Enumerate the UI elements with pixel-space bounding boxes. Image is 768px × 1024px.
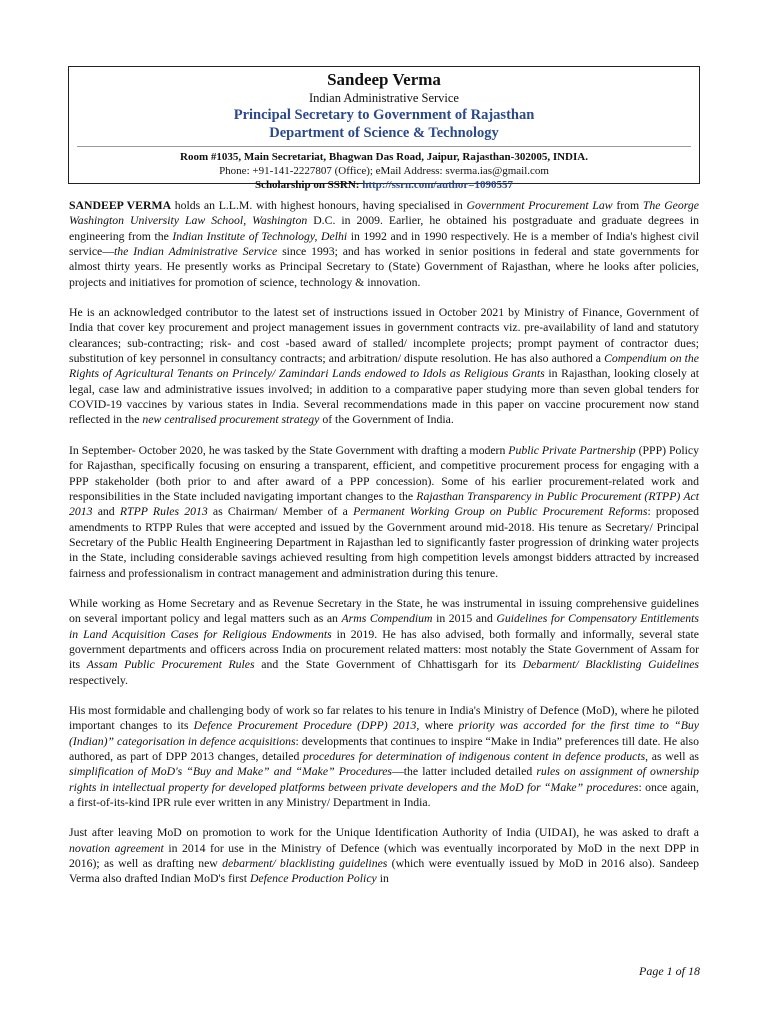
paragraph-uidai bbox=[69, 825, 699, 886]
address-line: Room #1035, Main Secretariat, Bhagwan Das Road, Jaipur, Rajasthan-302005, INDIA. bbox=[180, 151, 588, 163]
page-number: Page 1 of 18 bbox=[639, 964, 700, 978]
text-run: Rajasthan Transparency in Public Procurement (RTPP) Act 2013 bbox=[69, 489, 699, 519]
text-run: Government Procurement Law bbox=[466, 199, 613, 212]
text-run: Indian Institute of Technology, Delhi bbox=[172, 229, 348, 243]
text-run: In September- October 2020, he was tasked by the State Government with drafting a modern bbox=[69, 443, 509, 457]
text-run: (PPP) Policy for Rajasthan, specifically focusing on ensuring a transparent, efficient, and competitive procurement process for engaging with a PPP stakeholder (both prior to and after award of a PPP concession). Some of his earlier procurement-related work and responsibilities in the State included navigating important changes to the bbox=[69, 443, 700, 503]
text-run: priority was accorded for the first time to “Buy (Indian)” categorisation in defence acquisitions bbox=[69, 719, 699, 748]
header-divider bbox=[77, 146, 691, 147]
text-run: in 1992 and in 1990 respectively. He is a member of India's highest civil service— bbox=[69, 229, 699, 259]
text-run: Just after leaving MoD on promotion to work for the Unique Identification Authority of India (UIDAI), he was asked to draft a bbox=[69, 826, 699, 840]
text-run: Arms Compendium bbox=[341, 612, 433, 626]
text-run: —the latter included detailed bbox=[392, 765, 537, 779]
department-title: Department of Science & Technology bbox=[269, 125, 499, 141]
paragraph-education bbox=[69, 198, 699, 290]
text-run: D.C. in 2009. Earlier, he obtained his postgraduate and graduate degrees in engineering from the bbox=[69, 214, 700, 243]
text-run: Compendium on the Rights of Agricultural Tenants on Princely/ Zamindari Lands endowed to Idols as Religious Grants bbox=[69, 352, 699, 381]
text-run: : developments that continues to inspire “Make in India” preferences till date. He also authored, as part of DPP 2013 changes, detailed bbox=[69, 734, 700, 763]
author-name: Sandeep Verma bbox=[327, 70, 441, 89]
text-run: rules on assignment of ownership rights in intellectual property for developed platforms between private developers and the MoD for “Make” procedures bbox=[69, 765, 700, 794]
paragraph-procurement-contributions bbox=[69, 305, 699, 428]
text-run: in 2014 for use in the Ministry of Defence (which was eventually incorporated by MoD in the next DPP in 2016); as well as drafting new bbox=[69, 841, 700, 871]
text-run: novation agreement bbox=[69, 841, 164, 855]
text-run: simplification of MoD's “Buy and Make” and “Make” Procedures bbox=[69, 765, 393, 779]
text-run: procedures for determination of indigenous content in defence products bbox=[303, 750, 646, 763]
text-run: holds an L.L.M. with highest honours, having specialised in bbox=[171, 199, 467, 212]
text-run: Permanent Working Group on Public Procurement Reforms bbox=[353, 505, 648, 519]
text-run: in 2015 and bbox=[432, 612, 497, 626]
paragraph-ppp-policy bbox=[69, 443, 699, 581]
text-run: in bbox=[376, 872, 389, 886]
text-run: , as well as bbox=[645, 750, 699, 763]
text-run: His most formidable and challenging body of work so far relates to his tenure in India's Ministry of Defence (MoD), where he piloted important changes to its bbox=[69, 703, 699, 733]
text-run: : once again, a first-of-its-kind IPR rule ever written in any Ministry/ Department in India. bbox=[69, 780, 699, 810]
text-run: Assam Public Procurement Rules bbox=[86, 658, 255, 672]
text-run: Guidelines for Compensatory Entitlements in Land Acquisition Cases for Religious Endowments bbox=[69, 612, 699, 641]
contact-line: Phone: +91-141-2227807 (Office); eMail Address: sverma.ias@gmail.com bbox=[219, 165, 549, 177]
text-run: SANDEEP VERMA bbox=[69, 199, 172, 212]
paragraph-home-revenue bbox=[69, 596, 699, 688]
ssrn-line bbox=[69, 178, 699, 192]
text-run: new centralised procurement strategy bbox=[142, 413, 320, 427]
text-run: RTPP Rules 2013 bbox=[119, 505, 208, 519]
header-box bbox=[68, 66, 700, 191]
text-run: and the State Government of Chhattisgarh for its bbox=[254, 658, 523, 672]
text-run: debarment/ blacklisting guidelines bbox=[222, 857, 388, 871]
text-run: and bbox=[92, 505, 120, 519]
text-run: of the Government of India. bbox=[319, 413, 454, 427]
text-run: respectively. bbox=[69, 673, 128, 687]
text-run: While working as Home Secretary and as Revenue Secretary in the State, he was instrumental in issuing comprehensive guidelines on several important policy and legal matters such as an bbox=[69, 596, 699, 626]
text-run: in Rajasthan, looking closely at legal, case law and administrative issues involved; in addition to a comparative paper studying more than seven global tenders for COVID-19 vaccines by various states in India. Several recommendations made in this paper on vaccine procurement now stand reflected in the bbox=[69, 367, 699, 427]
text-run: The George Washington University Law School, Washington bbox=[69, 199, 699, 228]
biography-body bbox=[69, 198, 699, 887]
text-run: Debarment/ Blacklisting Guidelines bbox=[522, 658, 700, 672]
text-run: in 2019. He has also advised, both formally and informally, several state government departments and officers across India on procurement related matters: most notably the State Government of Assam for its bbox=[69, 627, 699, 672]
text-run: as Chairman/ Member of a bbox=[207, 505, 354, 519]
text-run: Public Private Partnership bbox=[508, 443, 636, 457]
text-run: from bbox=[612, 199, 643, 212]
ssrn-link[interactable]: http://ssrn.com/author=1090557 bbox=[362, 179, 514, 191]
service-line: Indian Administrative Service bbox=[309, 91, 459, 105]
ssrn-label: Scholarship on SSRN: bbox=[254, 179, 363, 191]
paragraph-defence bbox=[69, 703, 699, 810]
text-run: since 1993; and has worked in senior positions in federal and state governments for almost thirty years. He presently works as Principal Secretary to (State) Government of Rajasthan, where he looks after policies, projects and initiatives for promotion of science, technology & innovation. bbox=[69, 245, 699, 289]
text-run: the Indian Administrative Service bbox=[114, 245, 278, 259]
text-run: Defence Procurement Procedure (DPP) 2013 bbox=[193, 719, 417, 733]
text-run: He is an acknowledged contributor to the latest set of instructions issued in October 2021 by Ministry of Finance, Government of India that cover key procurement and project management issues in government contracts viz. pre-availability of land and statutory clearances; sub-contracting; risk- and cost -based award of stalled/ incomplete projects; prompt payment of contractor dues; substitution of key personnel in consultancy contracts; and arbitration/ dispute resolution. He has also authored a bbox=[69, 306, 699, 366]
text-run: : proposed amendments to RTPP Rules that were accepted and issued by the Government around mid-2018. His tenure as Secretary/ Principal Secretary of the Public Health Engineering Department in Rajasthan led to significantly faster progression of drinking water projects in the State, including considerable savings achieved resulting from high competition levels amongst bidders attracted by increased fairness and professionalism in contract management and administration during this tenure. bbox=[69, 505, 700, 580]
text-run: , where bbox=[416, 719, 459, 733]
text-run: Defence Production Policy bbox=[249, 872, 377, 886]
text-run: (which were eventually issued by MoD in 2016 also). Sandeep Verma also drafted Indian MoD's first bbox=[69, 857, 699, 886]
position-title: Principal Secretary to Government of Rajasthan bbox=[233, 107, 535, 123]
